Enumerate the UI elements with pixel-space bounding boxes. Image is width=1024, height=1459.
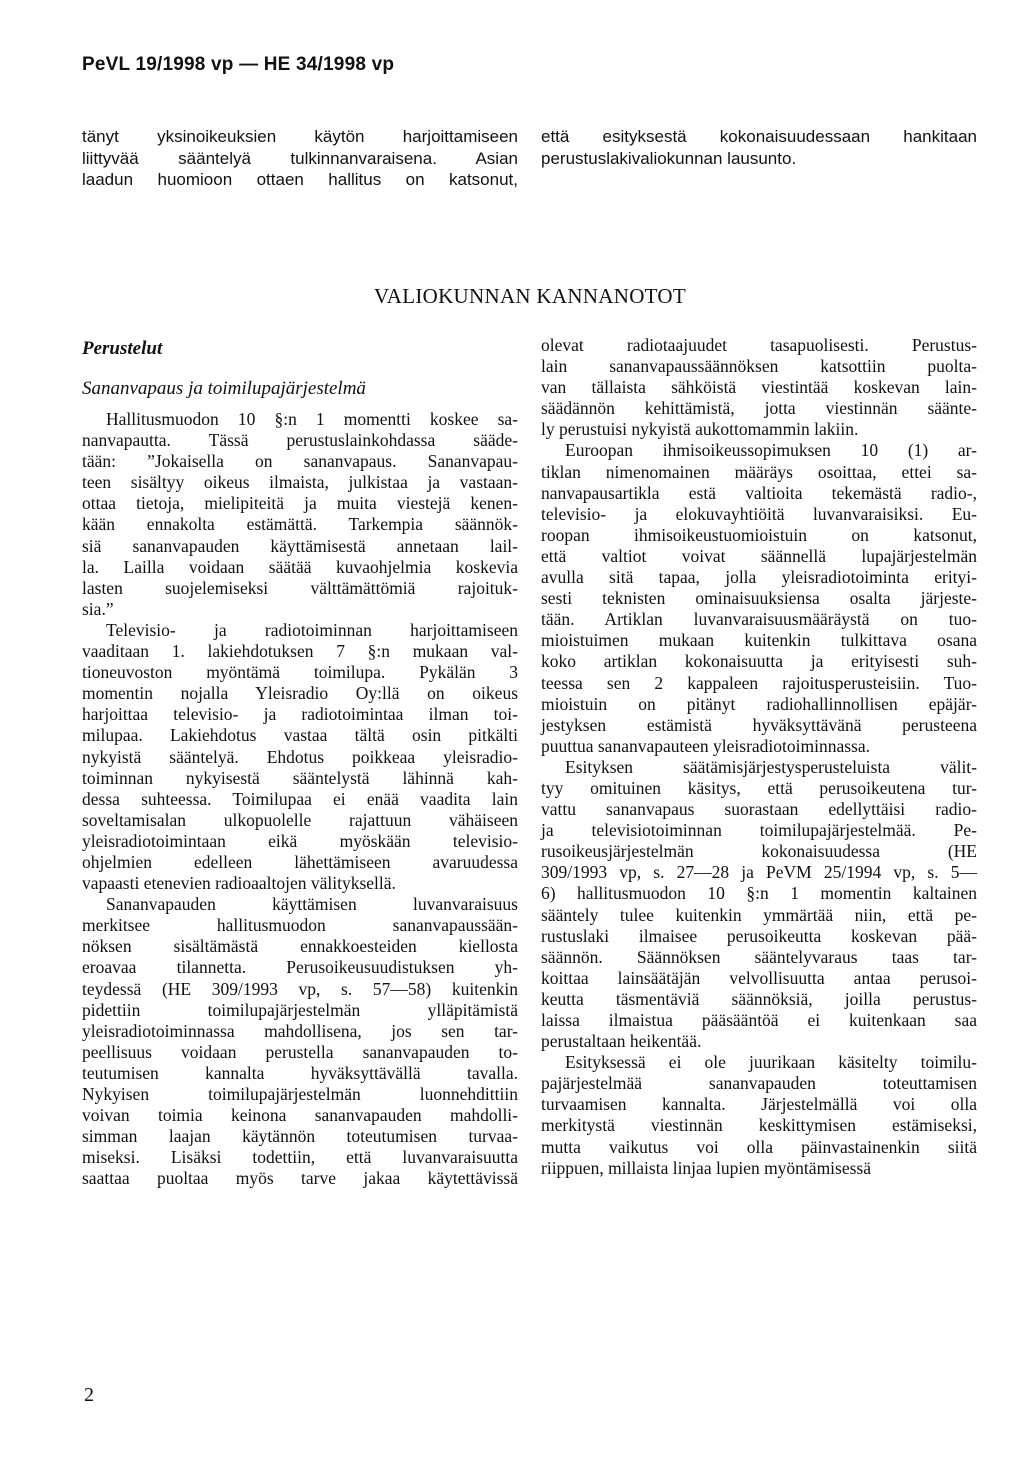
text-line: tänyt yksinoikeuksien käytön harjoittamiseen [82,127,518,146]
text-line: Euroopan ihmisoikeussopimuksen 10 (1) ar- [565,440,977,461]
text-line: nöksen sisältämästä ennakkoesteiden kiellosta [82,936,518,957]
left-column-body [82,409,518,1189]
text-line: tyy omituinen käsitys, että perusoikeutena tur- [541,777,977,798]
text-line: kään ennakolta estämättä. Tarkempia säännök- [82,514,518,535]
text-line: nanvapautta. Tässä perustuslainkohdassa sääde- [82,430,518,451]
text-line: milupaa. Lakiehdotus vastaa tältä osin pitkälti [82,725,518,746]
text-line: yleisradiotoimintaan eikä myöskään televisio- [82,830,518,851]
text-line: säännön. Säännöksen sääntelyvaraus taas tar- [541,946,977,967]
text-line: 309/1993 vp, s. 27—28 ja PeVM 25/1994 vp, s. 5— [541,862,977,883]
text-line: pajärjestelmää sananvapauden toteuttamisen [541,1073,977,1094]
text-line: riippuen, millaista linjaa lupien myöntämisessä [541,1157,872,1178]
paragraph [82,620,518,894]
text-line: teutumisen kannalta hyväksyttävällä tavalla. [82,1062,518,1083]
text-line: Hallitusmuodon 10 §:n 1 momentti koskee sa- [106,409,518,429]
text-line: tiklan nimenomainen määräys osoittaa, ettei sa- [541,461,977,482]
text-line: vaaditaan 1. lakiehdotuksen 7 §:n mukaan val- [82,641,518,662]
section-title: VALIOKUNNAN KANNANOTOT [373,284,687,308]
text-line: mioistuin on pitänyt radiohallinnollisen epäjär- [541,693,977,714]
text-line: Esityksessä ei ole juurikaan käsitelty toimilu- [565,1052,977,1073]
text-line: teessa sen 2 kappaleen rajoitusperusteisiin. Tuo- [541,672,977,693]
text-line: voivan toimia keinona sananvapauden mahdolli- [82,1105,518,1126]
text-line: tään. Artiklan luvanvaraisuusmääräystä on tuo- [541,609,977,630]
text-line: perustuslakivaliokunnan lausunto. [541,148,797,168]
text-line: jestyksen estämistä hyväksyttävänä perusteena [541,714,977,735]
text-line: sia.” [82,598,114,619]
text-line: lasten suojelemiseksi välttämättömiä rajoituk- [82,577,518,598]
text-line: la. Lailla voidaan säätää kuvaohjelmia koskevia [82,556,518,577]
text-line: ja televisiotoiminnan toimilupajärjestelmää. Pe- [541,820,977,841]
paragraph [82,409,518,620]
text-line: siä sananvapauden käyttämisestä annetaan lail- [82,535,518,556]
text-line: olevat radiotaajuudet tasapuolisesti. Perustus- [541,335,977,355]
text-line: televisio- ja elokuvayhtiöitä luvanvaraisiksi. Eu- [541,503,977,524]
text-line: eroavaa tilannetta. Perusoikeusuudistuksen yh- [82,957,518,978]
text-line: Nykyisen toimilupajärjestelmän luonnehdittiin [82,1084,518,1104]
text-line: Sananvapauden käyttämisen luvanvaraisuus [106,894,518,915]
text-line: ly perustuisi nykyistä aukottomammin lakiin. [541,419,859,440]
text-line: 6) hallitusmuodon 10 §:n 1 momentin kaltainen [541,883,977,904]
text-line: lain sananvapaussäännöksen katsottiin puolta- [541,356,977,377]
text-line: nanvapausartikla estä valtioita tekemästä radio-, [541,482,977,503]
text-line: tioneuvoston myöntämä toimilupa. Pykälän 3 [82,662,518,683]
text-line: Esityksen säätämisjärjestysperusteluista välit- [565,756,977,777]
text-line: keutta täsmentäviä säännöksiä, joilla perustus- [541,988,977,1009]
top-left-text [82,126,518,191]
text-line: merkitsee hallitusmuodon sananvapaussään- [82,915,518,936]
text-line: van tällaista sähköistä viestintää koskevan lain- [541,377,977,398]
text-line: roopan ihmisoikeustuomioistuin on katsonut, [541,524,977,545]
text-line: liittyvää sääntelyä tulkinnanvaraisena. Asian [82,148,518,168]
paragraph [541,757,977,1052]
paragraph [82,894,518,1189]
page-header-doc-id: PeVL 19/1998 vp — HE 34/1998 vp [82,54,395,75]
text-line: dessa suhteessa. Toimilupaa ei enää vaadita lain [82,788,518,809]
text-line: teydessä (HE 309/1993 vp, s. 57—58) kuitenkin [82,978,518,999]
heading-perustelut: Perustelut [82,338,163,359]
text-line: sesti teknisten ominaisuuksiensa osalta järjeste- [541,588,977,609]
text-line: saattaa puoltaa myös tarve jakaa käytettävissä [82,1168,518,1189]
text-line: ottaa tietoja, mielipiteitä ja muita viestejä kenen- [82,493,518,514]
paragraph [541,1052,977,1179]
text-line: perustaltaan heikentää. [541,1031,702,1052]
text-line: sääntely tulee kuitenkin ymmärtää niin, että pe- [541,904,977,925]
text-line: avulla sitä tapaa, jolla yleisradiotoiminta erityi- [541,567,977,588]
text-line: koko artiklan kokonaisuutta ja erityisesti suh- [541,651,977,672]
text-line: simman laajan käytännön toteutumisen turvaa- [82,1126,518,1147]
text-line: rusoikeusjärjestelmän kokonaisuudessa (HE [541,841,977,862]
text-line: puuttua sananvapauteen yleisradiotoiminnassa. [541,735,871,756]
text-line: yleisradiotoiminnassa mahdollisena, jos sen tar- [82,1020,518,1041]
text-line: soveltamisalan ulkopuolelle rajattuun vähäiseen [82,809,518,830]
text-line: turvaamisen kannalta. Järjestelmällä voi olla [541,1094,977,1115]
page-number: 2 [84,1384,94,1406]
text-line: nykyistä sääntelyä. Ehdotus poikkeaa yleisradio- [82,746,518,767]
text-line: tään: ”Jokaisella on sananvapaus. Sananvapau- [82,451,518,472]
text-line: merkitystä viestinnän keskittymisen estämiseksi, [541,1115,977,1136]
text-line: momentin nojalla Yleisradio Oy:llä on oikeus [82,683,518,704]
text-line: vapaasti etenevien radioaaltojen välityksellä. [82,873,396,894]
text-line: miseksi. Lisäksi todettiin, että luvanvaraisuutta [82,1147,518,1168]
text-line: ohjelmien edelleen lähettämiseen avaruudessa [82,851,518,872]
text-line: laissa ilmaistua pääsääntöä ei kuitenkaan saa [541,1010,977,1030]
text-line: että esityksestä kokonaisuudessaan hankitaan [541,127,977,146]
text-line: vattu sananvapaus suorastaan edellyttäisi radio- [541,799,977,820]
subheading-sananvapaus: Sananvapaus ja toimilupajärjestelmä [82,378,366,399]
text-line: Televisio- ja radiotoiminnan harjoittamiseen [106,619,518,640]
paragraph [541,335,977,440]
text-line: säädännön kehittämistä, jotta viestinnän säänte- [541,398,977,419]
text-line: toiminnan nykyisestä sääntelystä lähinnä kah- [82,767,518,788]
text-line: harjoittaa televisio- ja radiotoimintaa ilman toi- [82,704,518,725]
top-right-text [541,126,977,169]
text-line: että valtiot voivat säännellä lupajärjestelmän [541,545,977,566]
text-line: rustuslaki ilmaisee perusoikeutta koskevan pää- [541,925,977,946]
text-line: laadun huomioon ottaen hallitus on katsonut, [82,170,518,189]
text-line: mioistuimen mukaan kuitenkin tulkittava osana [541,630,977,651]
text-line: koittaa lainsäätäjän velvollisuutta antaa perusoi- [541,967,977,988]
text-line: mutta vaikutus voi olla päinvastainenkin siitä [541,1136,977,1157]
right-column-body [541,335,977,1179]
paragraph [541,440,977,756]
text-line: peellisuus voidaan perustella sananvapauden to- [82,1041,518,1062]
text-line: pidettiin toimilupajärjestelmän ylläpitämistä [82,999,518,1020]
text-line: teen sisältyy oikeus ilmaista, julkistaa ja vastaan- [82,472,518,493]
